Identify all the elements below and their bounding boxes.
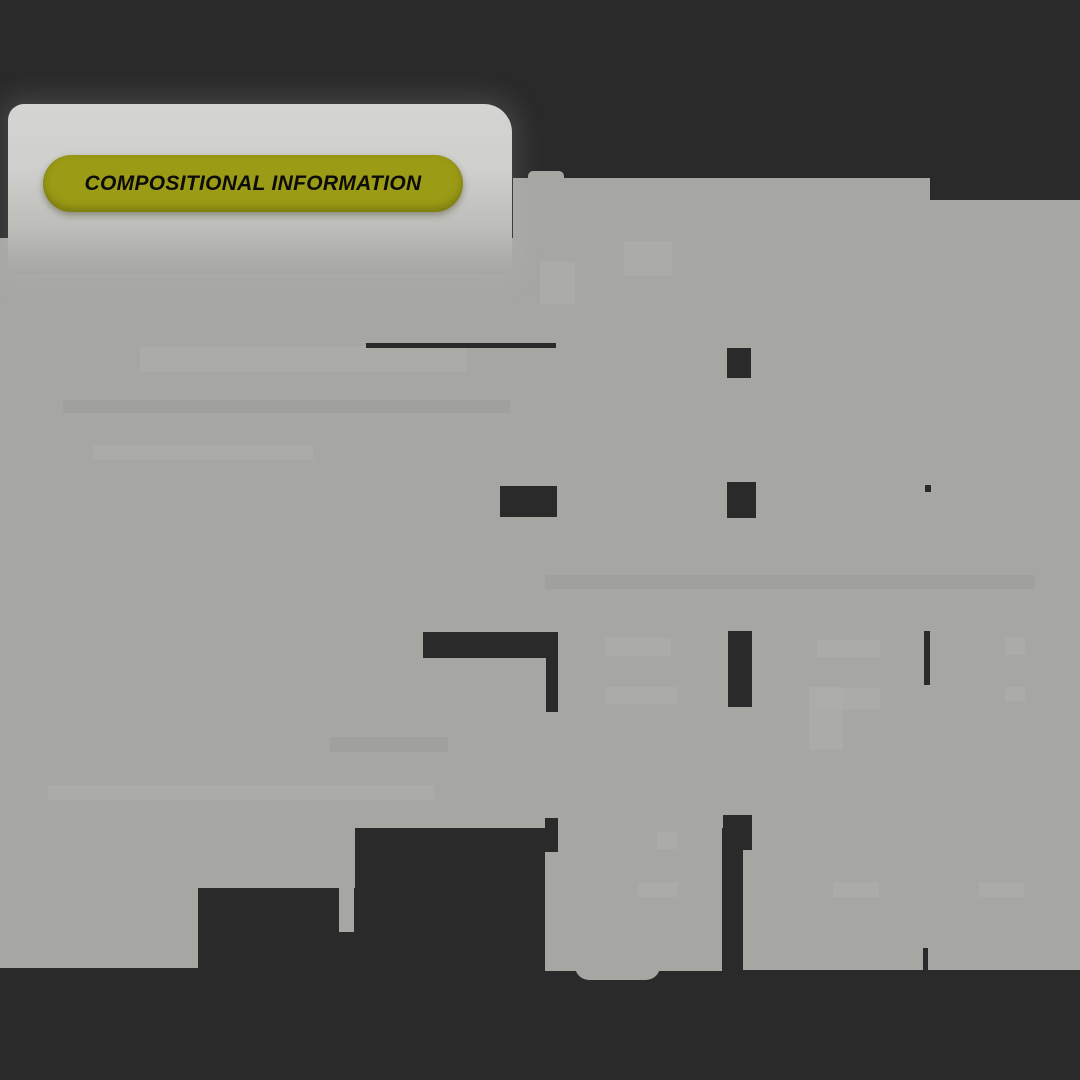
tint-patch	[1005, 638, 1025, 655]
cutout-tail	[546, 632, 558, 712]
tint-patch	[657, 832, 678, 849]
shade-patch	[330, 737, 448, 752]
cutout-block	[727, 348, 751, 378]
cutout-block	[727, 482, 756, 518]
left-panel-silhouette	[0, 238, 540, 828]
tint-patch	[140, 346, 466, 372]
right-panel-silhouette	[930, 200, 1080, 828]
cutout-thin-vbar	[924, 631, 930, 685]
cutout-thin-line	[366, 343, 556, 348]
cutout-block	[500, 486, 557, 517]
cutout-dot	[925, 485, 931, 492]
cutout-vbar	[728, 631, 752, 707]
bottom-band-left	[545, 828, 722, 971]
header-card	[8, 104, 512, 274]
shade-patch	[63, 400, 510, 413]
bottom-band-right	[743, 828, 1080, 970]
tint-patch	[48, 785, 434, 800]
tint-patch	[93, 446, 313, 460]
center-panel-silhouette	[513, 178, 930, 828]
cutout-divider-cap	[723, 815, 752, 850]
tint-patch	[833, 882, 879, 897]
section-badge	[43, 155, 463, 212]
cutout-notch	[923, 948, 928, 971]
left-panel-foot-wide	[0, 828, 355, 888]
tint-patch	[1005, 687, 1025, 702]
cutout-mark	[545, 818, 558, 852]
cutout-hbar	[423, 632, 548, 658]
section-badge-label: COMPOSITIONAL INFORMATION	[84, 171, 422, 195]
left-panel-foot-strip	[339, 888, 354, 932]
left-panel-foot-narrow	[0, 888, 198, 968]
bottom-band-left-dip	[575, 966, 660, 980]
tint-patch	[540, 262, 575, 304]
shade-band	[545, 575, 1035, 589]
tint-patch	[624, 241, 672, 276]
tint-patch	[605, 687, 677, 704]
tint-patch	[809, 687, 843, 750]
tint-patch	[979, 882, 1024, 897]
tint-patch	[817, 640, 880, 657]
center-panel-top-bump	[528, 171, 564, 181]
tint-patch	[638, 882, 678, 897]
tint-patch	[605, 638, 671, 656]
